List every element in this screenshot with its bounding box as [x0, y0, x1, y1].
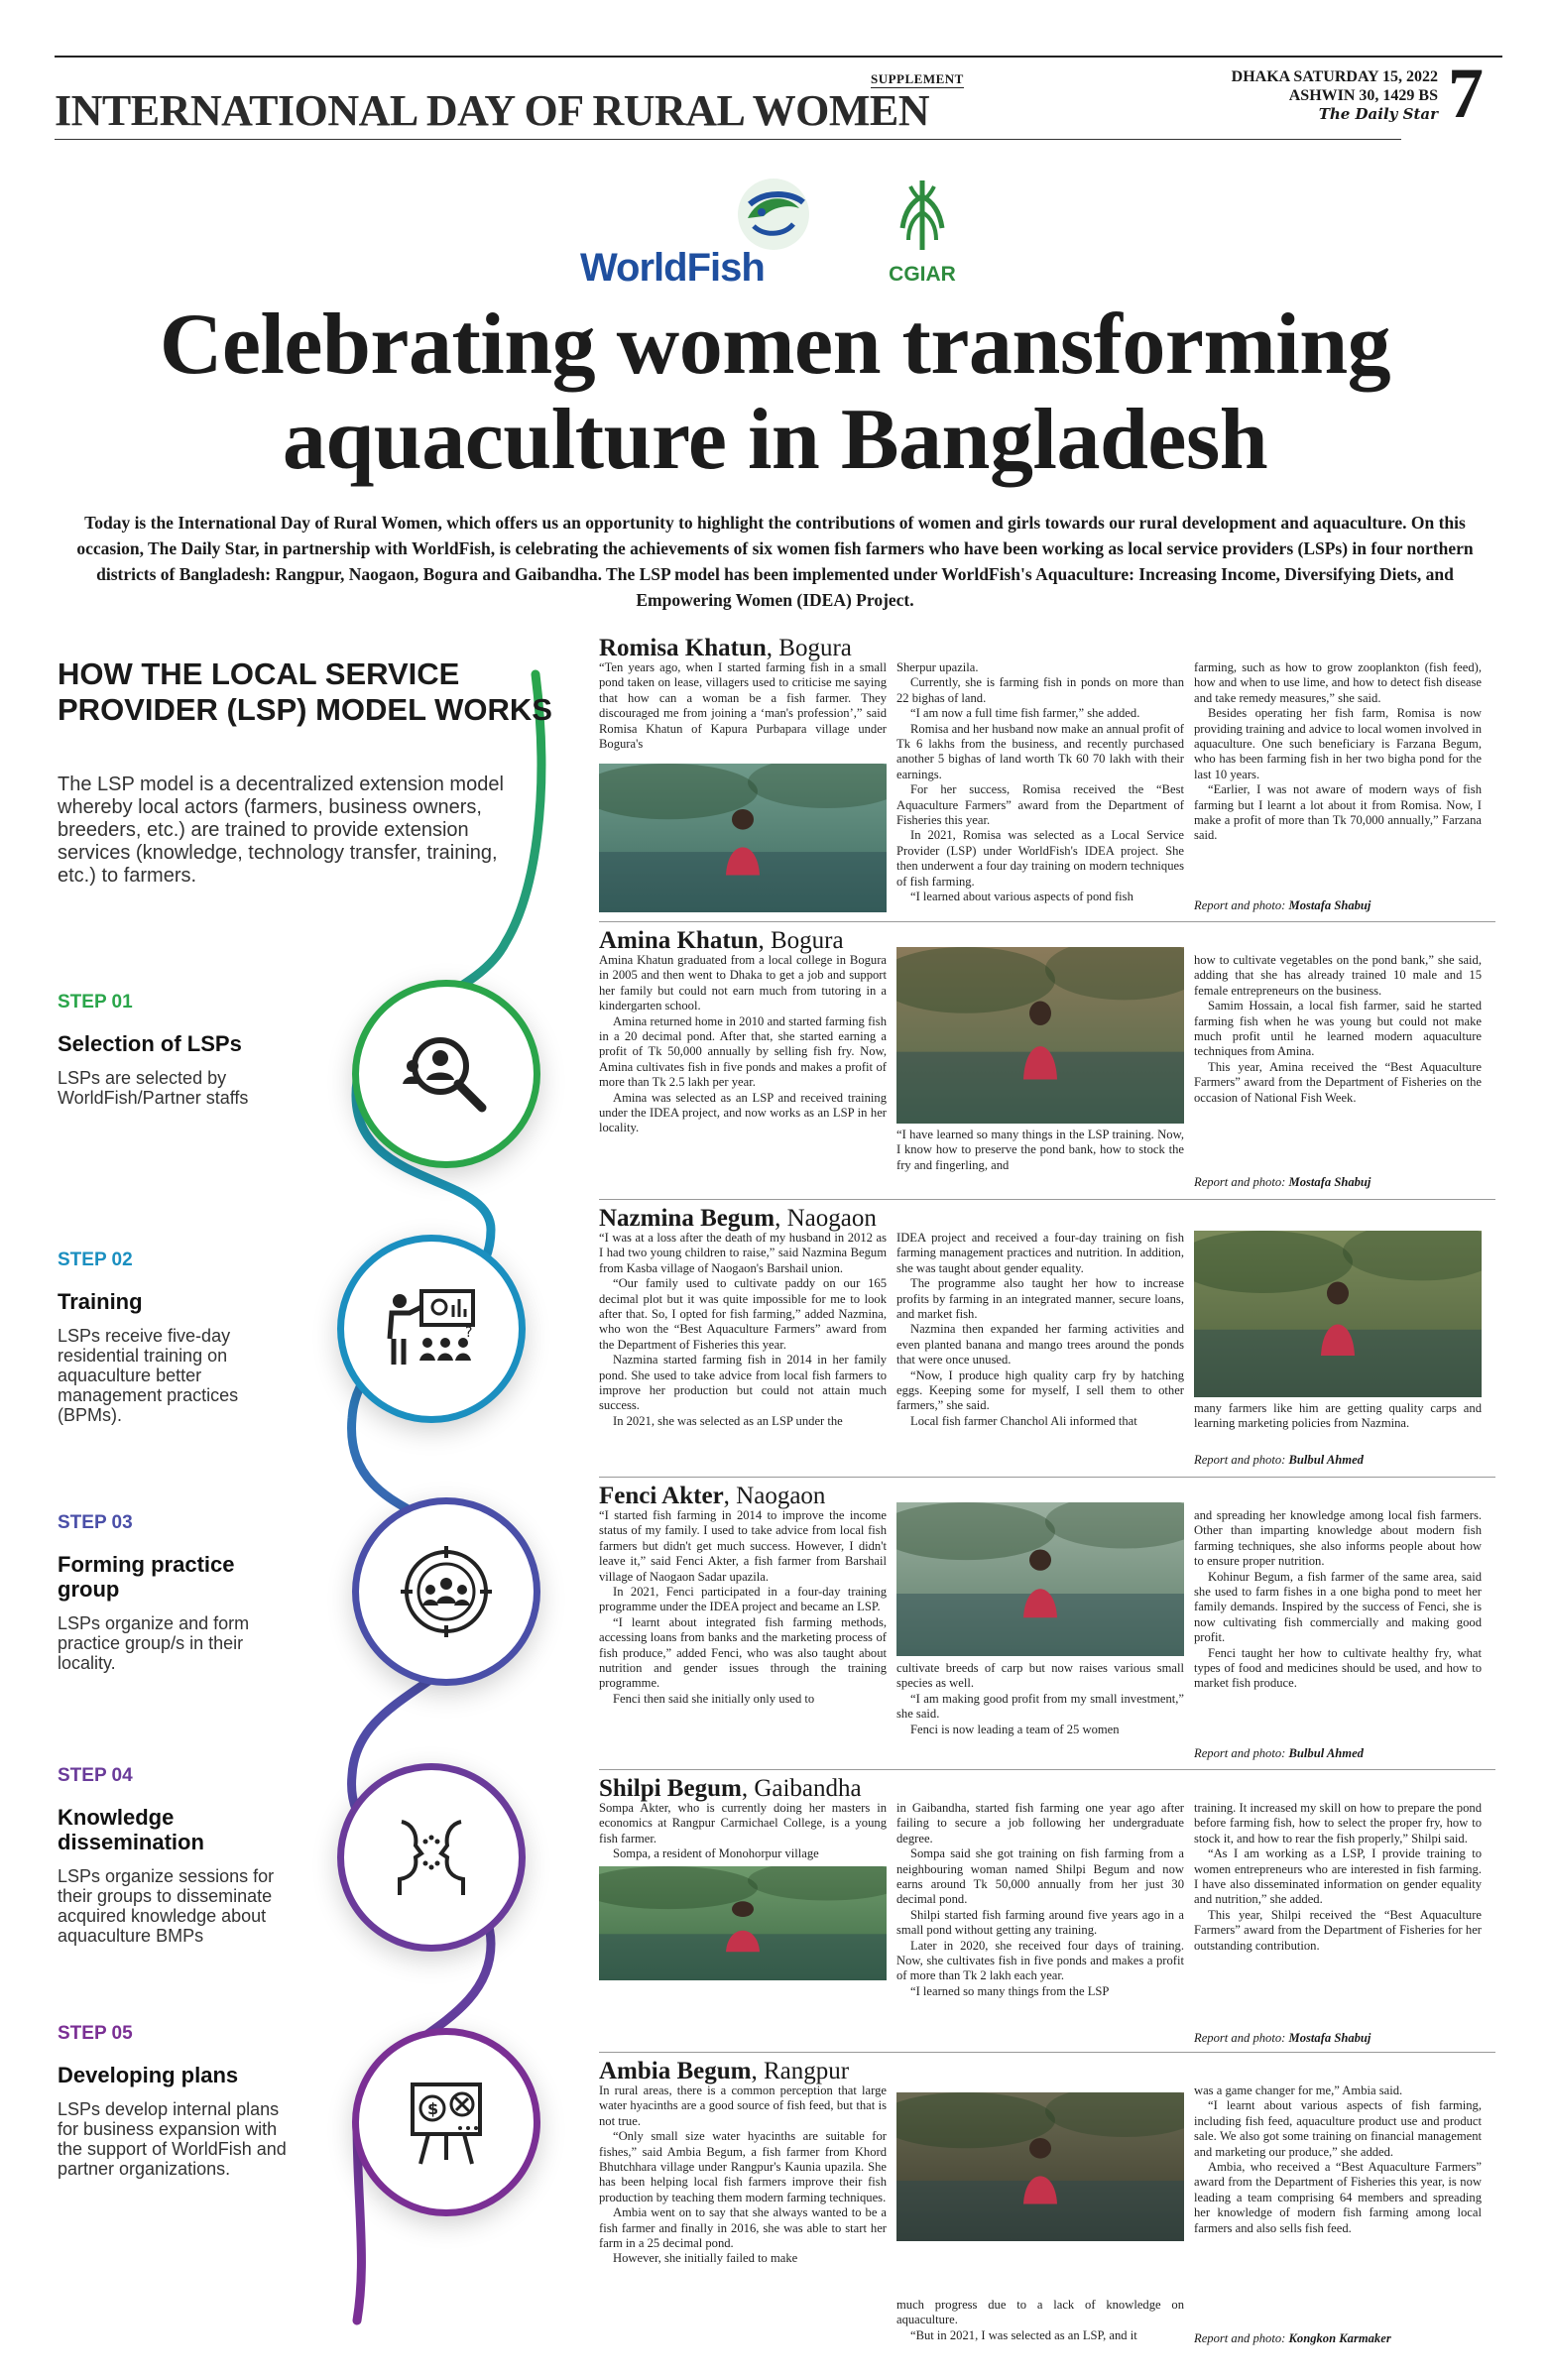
article-col2	[896, 2298, 1184, 2347]
article-2	[599, 927, 1495, 1195]
photo-credit	[1194, 2031, 1371, 2046]
step-5-desc: LSPs develop internal plans for business expansion with the support of WorldFish and partner organizations.	[58, 2099, 287, 2179]
article-paragraph: “I was at a loss after the death of my husband in 2012 as I had two young children to raise,” said Nazmina Begum from Kasba village of Naogaon's Barshail union.	[599, 1231, 887, 1275]
top-rule	[55, 56, 1502, 58]
step-1-desc: LSPs are selected by WorldFish/Partner staffs	[58, 1068, 249, 1108]
article-person-name: Ambia Begum	[599, 2058, 752, 2084]
article-paragraph: Currently, she is farming fish in ponds on more than 22 bighas of land.	[896, 675, 1184, 705]
step-3	[58, 1512, 296, 1673]
worldfish-wordmark: WorldFish	[580, 246, 765, 290]
article-person-name: Romisa Khatun	[599, 635, 767, 661]
photo-credit	[1194, 1746, 1364, 1761]
article-location: , Rangpur	[751, 2058, 850, 2084]
article-paragraph: Sompa, a resident of Monohorpur village	[613, 1846, 819, 1860]
article-paragraph: “I have learned so many things in the LSP training. Now, I know how to preserve the pond bank, how to stock the fry and fingerling, and	[896, 1128, 1184, 1172]
cgiar-wheat-icon	[883, 177, 962, 256]
dateline	[1195, 67, 1438, 124]
step-2-number: STEP 02	[58, 1250, 133, 1270]
article-paragraph: “I learned so many things from the LSP	[910, 1983, 1110, 1998]
step-1-circle	[352, 980, 540, 1168]
credit-label: Report and photo:	[1194, 1175, 1289, 1189]
article-paragraph: Amina returned home in 2010 and started farming fish in a 20 decimal pond. After that, she started earning a profit of Tk 50,000 annually by selling fish fry. Now, Amina cultivates fish in five ponds and makes a profit of more than Tk 2.5 lakh per year.	[599, 1013, 887, 1090]
article-location: , Gaibandha	[741, 1775, 862, 1802]
article-paragraph: in Gaibandha, started fish farming one year ago after failing to secure a job following her undergraduate degree.	[896, 1801, 1184, 1845]
lsp-model-sidebar	[40, 635, 595, 2325]
article-paragraph: In rural areas, there is a common perception that large water hyacinths are a good source of fish feed, but that is not true.	[599, 2083, 887, 2128]
article-paragraph: Amina Khatun graduated from a local college in Bogura in 2005 and then went to Dhaka to get a job and support her family but could not earn much from tutoring in a kindergarten school.	[599, 953, 887, 1013]
article-paragraph: Local fish farmer Chanchol Ali informed that	[910, 1413, 1137, 1428]
article-paragraph: “As I am working as a LSP, I provide training to women entrepreneurs who are interested in fish farming. I have also disseminated information on gender equality and nutrition,” she added.	[1194, 1846, 1482, 1907]
article-col2	[896, 1128, 1184, 1191]
credit-name: Mostafa Shabuj	[1288, 898, 1371, 912]
article-paragraph: cultivate breeds of carp but now raises various small species as well.	[896, 1661, 1184, 1691]
headline	[40, 298, 1510, 488]
article-paragraph: However, she initially failed to make	[613, 2251, 798, 2266]
article-headline	[599, 1205, 1495, 1233]
step-5	[58, 2023, 296, 2179]
article-paragraph: and spreading her knowledge among local fish farmers. Other than imparting knowledge about modern fish farming techniques, she also informs people about how to ensure proper nutrition.	[1194, 1508, 1482, 1569]
article-paragraph: “Ten years ago, when I started farming fish in a small pond taken on lease, villagers used to criticise me saying that how can a woman be a fish farmer. They discouraged me from joining a ‘man's profession’,” said Romisa Khatun of Kapura Purbapara village under Bogura's	[599, 660, 887, 752]
article-paragraph: Fenci is now leading a team of 25 women	[910, 1722, 1120, 1736]
article-1	[599, 635, 1495, 917]
article-paragraph: Sompa said she got training on fish farming from a neighbouring woman named Shilpi Begum and now earns around Tk 50,000 annually from her just 30 decimal pond.	[896, 1846, 1184, 1907]
article-paragraph: Amina was selected as an LSP and received training under the IDEA project, and now works as an LSP in her locality.	[599, 1090, 887, 1135]
article-person-name: Amina Khatun	[599, 927, 759, 954]
magnifier-people-icon	[399, 1026, 494, 1122]
worldfish-fish-icon	[734, 175, 813, 254]
article-headline	[599, 635, 1495, 662]
step-3-title: Forming practice group	[58, 1552, 235, 1602]
step-4	[58, 1765, 296, 1946]
article-col2	[896, 1801, 1184, 2039]
group-target-icon	[399, 1544, 494, 1639]
article-paragraph: Ambia, who received a “Best Aquaculture Farmers” award from the Department of Fisheries this year, is now leading a team comprising 64 members and spreading her knowledge of modern fish farming among local farmers and also sells fish feed.	[1194, 2160, 1482, 2235]
step-1-number: STEP 01	[58, 992, 133, 1012]
article-paragraph: Samim Hossain, a local fish farmer, said he started farming fish when he was young but could not make much profit until he learned modern aquaculture techniques from Amina.	[1194, 999, 1482, 1059]
credit-name: Mostafa Shabuj	[1288, 1175, 1371, 1189]
article-col1	[599, 660, 887, 764]
section-title: INTERNATIONAL DAY OF RURAL WOMEN	[55, 86, 930, 135]
article-divider	[599, 1199, 1495, 1200]
article-paragraph: The programme also taught her how to increase profits by farming in an integrated manner, secure loans, and market fish.	[896, 1276, 1184, 1322]
article-paragraph: “Earlier, I was not aware of modern ways of fish farming but I learnt a lot about it from Romisa. Now, I make a profit of more than Tk 70,000 annually,” Farzana said.	[1194, 782, 1482, 843]
article-divider	[599, 1769, 1495, 1770]
photo-credit	[1194, 1453, 1364, 1468]
article-paragraph: In 2021, she was selected as an LSP under the	[613, 1413, 843, 1428]
article-paragraph: Nazmina started farming fish in 2014 in her family pond. She used to take advice from local fish farmers to improve her production but could not attain much success.	[599, 1353, 887, 1413]
article-paragraph: Romisa and her husband now make an annual profit of Tk 6 lakhs from the business, and recently purchased another 5 bighas of land worth Tk 60 70 lakh with their earnings.	[896, 721, 1184, 781]
credit-name: Mostafa Shabuj	[1288, 2031, 1371, 2045]
article-photo	[599, 764, 887, 912]
article-paragraph: much progress due to a lack of knowledge on aquaculture.	[896, 2298, 1184, 2327]
svg-text:$: $	[427, 2099, 439, 2118]
article-divider	[599, 2052, 1495, 2053]
step-5-title: Developing plans	[58, 2063, 239, 2087]
headline-line-2: aquaculture in Bangladesh	[282, 392, 1268, 488]
article-paragraph: Kohinur Begum, a fish farmer of the same area, said she used to farm fishes in a one bigha pond to meet her family demands. Inspired by the success of Fenci, she is now cultivating fish commercially and making good profit.	[1194, 1569, 1482, 1645]
credit-label: Report and photo:	[1194, 898, 1289, 912]
article-paragraph: many farmers like him are getting quality carps and learning marketing policies from Nazmina.	[1194, 1401, 1482, 1431]
article-paragraph: Sompa Akter, who is currently doing her masters in economics at Rangpur Carmichael College, is a young fish farmer.	[599, 1801, 887, 1845]
article-paragraph: IDEA project and received a four-day training on fish farming management practices and nutrition. In addition, she was taught about gender equality.	[896, 1231, 1184, 1275]
article-paragraph: “But in 2021, I was selected as an LSP, and it	[910, 2327, 1137, 2342]
article-person-name: Shilpi Begum	[599, 1775, 742, 1802]
article-location: , Naogaon	[775, 1205, 877, 1232]
article-photo	[896, 2092, 1184, 2241]
article-col3	[1194, 1801, 1482, 2024]
article-paragraph: Later in 2020, she received four days of training. Now, she cultivates fish in five ponds and makes a profit of more than Tk 2 lakh each year.	[896, 1938, 1184, 1983]
article-paragraph: In 2021, Romisa was selected as a Local Service Provider (LSP) under WorldFish's IDEA project. She then underwent a four day training on modern techniques of fish farming.	[896, 828, 1184, 889]
cgiar-logo	[873, 177, 972, 291]
step-3-circle	[352, 1497, 540, 1686]
article-person-name: Nazmina Begum	[599, 1205, 775, 1232]
date-line-1: DHAKA SATURDAY 15, 2022	[1231, 68, 1438, 85]
step-3-desc: LSPs organize and form practice group/s in their locality.	[58, 1613, 250, 1673]
article-location: , Bogura	[758, 927, 844, 954]
article-paragraph: “I learnt about various aspects of fish farming, including fish feed, aquaculture product use and product sale. We also got some training on financial management and marketing our produce,” she added.	[1194, 2098, 1482, 2159]
article-4	[599, 1483, 1495, 1765]
photo-credit	[1194, 2331, 1391, 2346]
article-6	[599, 2058, 1495, 2350]
article-headline	[599, 2058, 1495, 2085]
article-photo	[1194, 1231, 1482, 1397]
article-photo	[896, 947, 1184, 1124]
article-paragraph: how to cultivate vegetables on the pond bank,” she said, adding that she has already trained 10 male and 15 female entrepreneurs on the business.	[1194, 953, 1482, 998]
article-paragraph: “Only small size water hyacinths are suitable for fishes,” said Ambia Begum, a fish farmer from Khord Bhutchhara village under Rangpur's Kaunia upazila. She has been helping local fish farmers improve their fish production by teaching them modern farming techniques.	[599, 2129, 887, 2204]
credit-label: Report and photo:	[1194, 1453, 1289, 1467]
step-2-circle	[337, 1235, 526, 1423]
header-rule	[55, 139, 1401, 140]
sidebar-title: HOW THE LOCAL SERVICE PROVIDER (LSP) MODEL WORKS	[58, 656, 552, 727]
presentation-icon	[382, 1279, 481, 1378]
credit-label: Report and photo:	[1194, 2331, 1289, 2345]
cgiar-wordmark: CGIAR	[889, 263, 956, 286]
step-4-title: Knowledge dissemination	[58, 1805, 204, 1854]
photo-credit	[1194, 898, 1371, 913]
article-col3	[1194, 1401, 1482, 1441]
article-location: , Naogaon	[723, 1483, 826, 1509]
step-1-title: Selection of LSPs	[58, 1031, 242, 1056]
article-paragraph: “I learned about various aspects of pond fish	[910, 890, 1133, 904]
article-paragraph: training. It increased my skill on how to prepare the pond before farming fish, how to select the proper fry, how to stock it, and how to rear the fish properly,” Shilpi said.	[1194, 1801, 1482, 1845]
article-col3	[1194, 2083, 1482, 2321]
article-photo	[896, 1502, 1184, 1656]
article-paragraph: In 2021, Fenci participated in a four-day training programme under the IDEA project and became an LSP.	[599, 1585, 887, 1614]
step-4-desc: LSPs organize sessions for their groups to disseminate acquired knowledge about aquaculture BMPs	[58, 1866, 275, 1946]
step-5-number: STEP 05	[58, 2023, 133, 2044]
plan-board-icon	[399, 2075, 494, 2170]
step-5-circle	[352, 2028, 540, 2216]
article-divider	[599, 1477, 1495, 1478]
date-line-2: ASHWIN 30, 1429 BS	[1288, 87, 1438, 104]
article-paragraph: “I learnt about integrated fish farming methods, accessing loans from banks and the marketing process of fish produce,” added Fenci, who was also taught about nutrition and gender issues through the training programme.	[599, 1614, 887, 1691]
page-number: 7	[1448, 54, 1484, 133]
article-paragraph: This year, Amina received the “Best Aquaculture Farmers” award from the Department of Fisheries on the occasion of National Fish Week.	[1194, 1059, 1482, 1105]
article-paragraph: Shilpi started fish farming around five years ago in a small pond without getting any training.	[896, 1907, 1184, 1938]
article-col2	[896, 1661, 1184, 1750]
article-paragraph: was a game changer for me,” Ambia said.	[1194, 2083, 1403, 2097]
supplement-label: SUPPLEMENT	[871, 71, 964, 86]
article-photo	[599, 1866, 887, 1980]
article-paragraph: Sherpur upazila.	[896, 660, 979, 674]
headline-line-1: Celebrating women transforming	[159, 297, 1391, 393]
credit-label: Report and photo:	[1194, 2031, 1289, 2045]
step-2-title: Training	[58, 1289, 143, 1314]
credit-name: Kongkon Karmaker	[1288, 2331, 1391, 2345]
sidebar-body: The LSP model is a decentralized extension model whereby local actors (farmers, business owners, breeders, etc.) are trained to provide extension services (knowledge, technology transfer, training, etc.) to farmers.	[58, 774, 504, 887]
article-paragraph: farming, such as how to grow zooplankton (fish feed), how and when to use lime, and how to detect fish disease and take remedy measures,” she said.	[1194, 660, 1482, 705]
newspaper-brand: The Daily Star	[1318, 105, 1438, 123]
article-location: , Bogura	[766, 635, 852, 661]
article-paragraph: “I am now a full time fish farmer,” she added.	[910, 706, 1140, 721]
article-person-name: Fenci Akter	[599, 1483, 724, 1509]
article-paragraph: “Our family used to cultivate paddy on our 165 decimal plot but it was quite impossible for me to look after that. So, I opted for fish farming,” added Nazmina, who won the “Best Aquaculture Farmers” award from the Department of Fisheries this year.	[599, 1276, 887, 1352]
svg-text:?: ?	[465, 1325, 473, 1341]
article-col1	[599, 1508, 887, 1761]
article-paragraph: Nazmina then expanded her farming activities and even planted banana and mango trees around the ponds that were once unused.	[896, 1322, 1184, 1368]
step-2-desc: LSPs receive five-day residential training on aquaculture better management practices (BPMs).	[58, 1326, 239, 1425]
intro-paragraph: Today is the International Day of Rural Women, which offers us an opportunity to highlight the contributions of women and girls towards our rural development and aquaculture. On this occasion, The Daily Star, in partnership with WorldFish, is celebrating the achievements of six women fish farmers who have been working as local service providers (LSPs) in four northern districts of Bangladesh: Rangpur, Naogaon, Bogura and Gaibandha. The LSP model has been implemented under WorldFish's Aquaculture: Increasing Income, Diversifying Diets, and Empowering Women (IDEA) Project.	[76, 513, 1474, 610]
article-col1	[599, 1801, 887, 1860]
worldfish-logo	[580, 175, 818, 294]
article-headline	[599, 1775, 1495, 1803]
credit-name: Bulbul Ahmed	[1288, 1746, 1364, 1760]
article-paragraph: “I am making good profit from my small investment,” she said.	[896, 1691, 1184, 1722]
step-4-circle	[337, 1763, 526, 1952]
article-paragraph: Besides operating her fish farm, Romisa is now providing training and advice to local women involved in aquaculture. One such beneficiary is Farzana Begum, who has been farming fish in her two bigha pond for the last 10 years.	[1194, 706, 1482, 781]
credit-name: Bulbul Ahmed	[1288, 1453, 1364, 1467]
article-col1	[599, 2083, 887, 2346]
article-col2	[896, 1231, 1184, 1469]
article-paragraph: Ambia went on to say that she always wanted to be a fish farmer and finally in 2016, she was able to start her farm in a 25 decimal pond.	[599, 2205, 887, 2251]
photo-credit	[1194, 1175, 1371, 1190]
article-paragraph: For her success, Romisa received the “Best Aquaculture Farmers” award from the Department of Fisheries this year.	[896, 782, 1184, 828]
article-col1	[599, 1231, 887, 1469]
faces-exchange-icon	[382, 1808, 481, 1907]
article-paragraph: “I started fish farming in 2014 to improve the income status of my family. I used to take advice from local fish farmers but didn't get much success. However, I didn't leave it,” said Fenci Akter, a fish farmer from Barshail village of Naogaon Sadar upazila.	[599, 1508, 887, 1584]
step-4-number: STEP 04	[58, 1765, 133, 1786]
article-col3	[1194, 953, 1482, 1169]
article-col3	[1194, 1508, 1482, 1736]
article-divider	[599, 921, 1495, 922]
step-1	[58, 992, 296, 1108]
article-paragraph: “Now, I produce high quality carp fry by hatching eggs. Keeping some for myself, I sell them to other farmers,” she said.	[896, 1368, 1184, 1413]
article-3	[599, 1205, 1495, 1473]
credit-label: Report and photo:	[1194, 1746, 1289, 1760]
article-5	[599, 1775, 1495, 2048]
step-2	[58, 1250, 296, 1425]
article-paragraph: Fenci then said she initially only used to	[613, 1691, 815, 1706]
article-paragraph: Fenci taught her how to cultivate healthy fry, what types of food and medicines should be used, and how to market fish produce.	[1194, 1645, 1482, 1691]
article-paragraph: This year, Shilpi received the “Best Aquaculture Farmers” award from the Department of Fisheries for her outstanding contribution.	[1194, 1907, 1482, 1953]
article-col2	[896, 660, 1184, 913]
article-col3	[1194, 660, 1482, 893]
step-3-number: STEP 03	[58, 1512, 133, 1533]
article-col1	[599, 953, 887, 1191]
